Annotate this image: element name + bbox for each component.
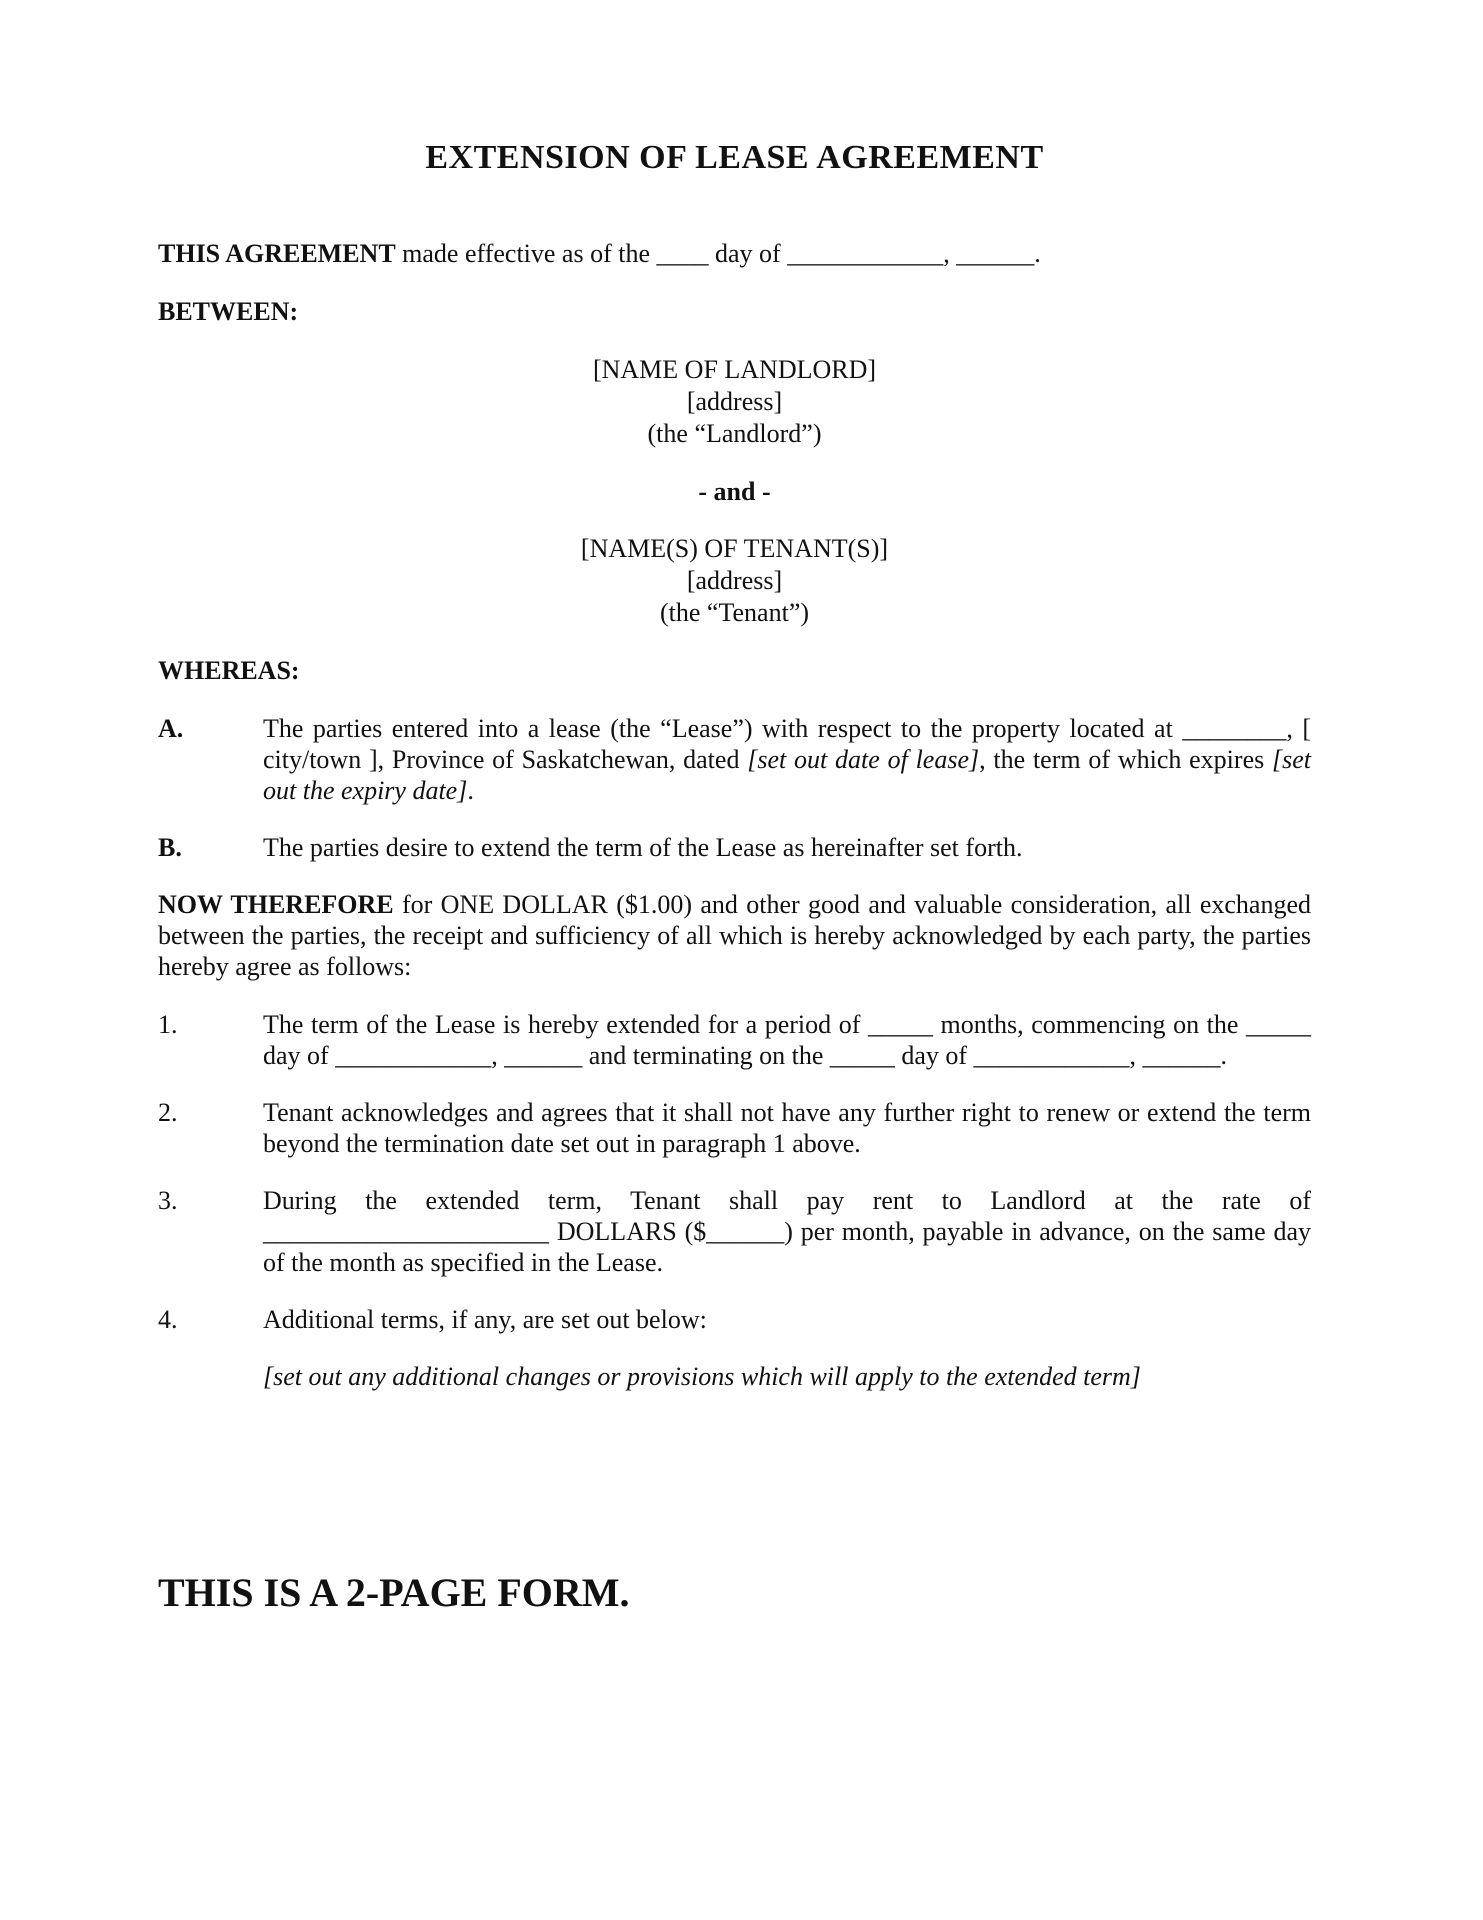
document-title: EXTENSION OF LEASE AGREEMENT <box>425 139 1044 176</box>
clause-2-label: 2. <box>158 1098 178 1127</box>
recital-b-label: B. <box>158 833 182 862</box>
recital-a <box>158 713 1311 806</box>
between-label: BETWEEN: <box>158 297 299 326</box>
recital-a-placeholder-date: [set out date of lease] <box>747 745 980 774</box>
therefore-defined-term: NOW THEREFORE <box>158 890 394 919</box>
clause-2-text: Tenant acknowledges and agrees that it shall not have any further right to renew or extend the term beyond the termination date set out in paragraph 1 above. <box>263 1098 1311 1158</box>
tenant-designation: (the “Tenant”) <box>659 598 810 627</box>
intro-text: made effective as of the ____ day of ____________, ______. <box>395 239 1041 268</box>
clause-4-additional-terms <box>158 1304 1311 1335</box>
recital-a-label: A. <box>158 714 184 743</box>
recital-a-run: . <box>467 776 474 805</box>
whereas-label: WHEREAS: <box>158 656 300 685</box>
therefore-text: for ONE DOLLAR ($1.00) and other good and valuable consideration, all exchanged between the parties, the receipt and sufficiency of all which is hereby acknowledged by each party, the parties hereby agree as follows: <box>158 890 1311 981</box>
and-separator: - and - <box>698 477 771 506</box>
recital-a-run: The parties entered into a lease (the “Lease”) with respect to the property located at ________, [ city/town ], Province of Saskatchewan, dated <box>263 714 1311 774</box>
clause-4-label: 4. <box>158 1305 178 1334</box>
clause-1-label: 1. <box>158 1010 178 1039</box>
intro-paragraph <box>158 238 1311 269</box>
tenant-address: [address] <box>686 566 783 595</box>
additional-terms-placeholder-text: [set out any additional changes or provisions which will apply to the extended term] <box>263 1362 1141 1391</box>
clause-1-term-extension <box>158 1009 1311 1071</box>
recital-a-placeholder-expiry: [set out the expiry date] <box>263 745 1312 805</box>
therefore-paragraph <box>158 889 1311 982</box>
additional-terms-placeholder <box>158 1361 1311 1392</box>
recital-a-text <box>263 713 1311 806</box>
tenant-block <box>158 533 1311 629</box>
recital-a-run: , the term of which expires <box>979 745 1273 774</box>
clause-3-rent <box>158 1185 1311 1278</box>
landlord-name: [NAME OF LANDLORD] <box>592 355 877 384</box>
clause-1-text: The term of the Lease is hereby extended for a period of _____ months, commencing on the _____ day of ____________, ______ and terminating on the _____ day of ____________, ______. <box>263 1010 1311 1070</box>
page-count-notice: THIS IS A 2-PAGE FORM. <box>158 1570 630 1615</box>
landlord-block <box>158 354 1311 450</box>
intro-defined-term: THIS AGREEMENT <box>158 239 396 268</box>
tenant-name: [NAME(S) OF TENANT(S)] <box>580 534 889 563</box>
clause-4-text: Additional terms, if any, are set out below: <box>263 1305 707 1334</box>
clause-3-text: During the extended term, Tenant shall pay rent to Landlord at the rate of ______________________ DOLLARS ($______) per month, payable in advance, on the same day of the month as specified in the Lease. <box>263 1186 1311 1277</box>
recital-b <box>158 832 1311 863</box>
clause-2-no-renewal <box>158 1097 1311 1159</box>
landlord-address: [address] <box>686 387 783 416</box>
landlord-designation: (the “Landlord”) <box>647 419 822 448</box>
clause-3-label: 3. <box>158 1186 178 1215</box>
recital-b-text: The parties desire to extend the term of the Lease as hereinafter set forth. <box>263 833 1023 862</box>
